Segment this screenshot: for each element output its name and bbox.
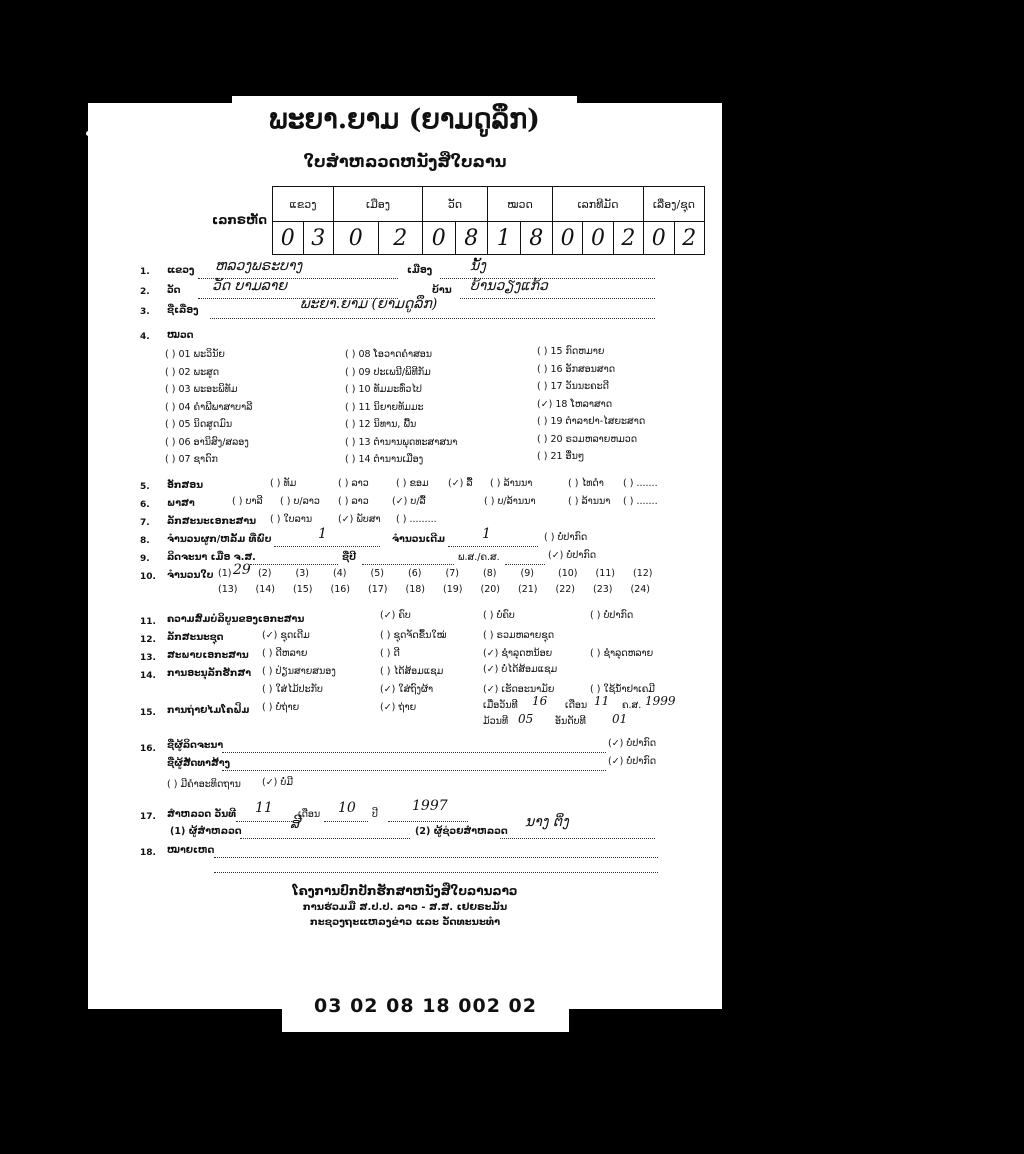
composer-line bbox=[222, 742, 606, 753]
conservation-label: ການອະນຸລັກຮັກສາ bbox=[167, 668, 251, 679]
script-option[interactable]: ( ) ທັມ bbox=[270, 478, 297, 489]
field-number: 13. bbox=[140, 653, 156, 663]
leaf-count-value: 29 bbox=[233, 562, 251, 578]
prayer-option[interactable]: (✓) ບໍ່ມີ bbox=[262, 777, 293, 788]
document-type-option[interactable]: ( ) ໃບລານ bbox=[270, 514, 313, 525]
field-number: 4. bbox=[140, 332, 150, 342]
code-digit: 3 bbox=[303, 222, 334, 255]
code-digit: 8 bbox=[455, 222, 488, 255]
reel-label: ມ້ວນທີ bbox=[483, 716, 509, 727]
remarks-line bbox=[214, 847, 658, 858]
manuscript-title: ພະຍາ.ຍາມ (ຍາມດູລຶກ) bbox=[269, 104, 540, 135]
category-option[interactable]: ( ) 01 ພະວິນັຍ bbox=[165, 349, 225, 360]
field-number: 9. bbox=[140, 554, 150, 564]
leaf-count-item: (4) bbox=[333, 568, 347, 579]
category-option[interactable]: ( ) 17 ວັນນະຄະດີ bbox=[537, 381, 609, 392]
composed-date-label: ລິດຈະນາ ເມື່ອ ຈ.ສ. bbox=[167, 552, 256, 563]
cooperation-line: ການຮ່ວມມື ສ.ປ.ປ. ລາວ - ສ.ສ. ເຢຍຣະມັນ bbox=[302, 902, 508, 913]
script-option[interactable]: ( ) ຂອມ bbox=[396, 478, 429, 489]
leaf-count-item: (21) bbox=[518, 584, 538, 595]
district-label: ເມືອງ bbox=[407, 265, 433, 276]
order-label: ອັນດັບທີ bbox=[555, 716, 586, 727]
conservation-option[interactable]: (✓) ບໍ່ໄດ້ສ້ອມແຊມ bbox=[483, 664, 558, 675]
leaf-count-item: (19) bbox=[443, 584, 463, 595]
ministry-line: ກະຊວງຖະແຫລງຂ່າວ ແລະ ວັດທະນະທຳ bbox=[309, 917, 501, 928]
year-name-line bbox=[362, 554, 454, 565]
code-digit: 0 bbox=[644, 222, 675, 255]
code-digit: 1 bbox=[488, 222, 521, 255]
leaf-count-item: (1) bbox=[218, 568, 232, 579]
project-name: ໂຄງການປົກປັກຮັກສາຫນັງສືໃບລານລາວ bbox=[292, 884, 518, 898]
leaf-count-item: (20) bbox=[480, 584, 501, 595]
code-header: ໝວດ bbox=[488, 187, 553, 222]
category-option[interactable]: ( ) 14 ຕຳນານເມືອງ bbox=[345, 454, 424, 465]
story-title-value: ພະຍາ.ຍາມ (ຍາມດູລຶກ) bbox=[300, 296, 438, 312]
condition-label: ສະພາບເອກະສານ bbox=[167, 650, 249, 661]
original-count-label: ຈຳນວນເດີມ bbox=[392, 534, 446, 545]
category-option[interactable]: ( ) 13 ຕຳນານພຸດທະສາສນາ bbox=[345, 436, 458, 448]
language-option[interactable]: ( ) ບ/ລາວ bbox=[280, 496, 320, 507]
microfilm-day: 16 bbox=[532, 694, 548, 708]
surveyor-line bbox=[240, 828, 410, 839]
category-option[interactable]: ( ) 19 ຕຳລາຢາ-ໄສຍະສາດ bbox=[537, 416, 646, 427]
field-number: 17. bbox=[140, 812, 156, 822]
era-line bbox=[505, 554, 545, 565]
category-option[interactable]: ( ) 21 ອື່ນໆ bbox=[537, 451, 585, 462]
leaf-count-item: (3) bbox=[295, 568, 309, 579]
category-column-3 bbox=[537, 343, 645, 466]
leaf-count-item: (14) bbox=[255, 584, 276, 595]
manuscript-code: 03 02 08 18 002 02 bbox=[314, 995, 537, 1017]
field-number: 15. bbox=[140, 708, 156, 718]
original-count-value: 1 bbox=[482, 526, 491, 542]
province-label: ແຂວງ bbox=[167, 265, 195, 276]
leaf-count-item: (18) bbox=[405, 584, 426, 595]
category-column-1 bbox=[165, 346, 252, 469]
leaf-count-item: (22) bbox=[555, 584, 576, 595]
leaf-count-item: (5) bbox=[370, 568, 384, 579]
field-number: 1. bbox=[140, 267, 150, 277]
category-option[interactable]: ( ) 15 ກົດຫມາຍ bbox=[537, 346, 605, 357]
document-type-option[interactable]: (✓) ພັບສາ bbox=[338, 514, 381, 525]
not-found-option[interactable]: (✓) ບໍ່ປາກົດ bbox=[608, 756, 657, 767]
conservation-option[interactable]: ( ) ໄດ້ສ້ອມແຊມ bbox=[380, 666, 444, 677]
conservation-option[interactable]: ( ) ໃຊ້ນ້ຳຢາເຄມີ bbox=[590, 684, 655, 695]
completeness-label: ຄວາມສົມບໍລິບູນຂອງເອກະສານ bbox=[167, 614, 305, 625]
category-option[interactable]: ( ) 12 ນິທານ, ພື້ນ bbox=[345, 419, 417, 430]
code-digit: 2 bbox=[674, 222, 705, 255]
category-option[interactable]: ( ) 03 ພະອະພິທັມ bbox=[165, 384, 238, 395]
field-number: 3. bbox=[140, 307, 150, 317]
not-found-option[interactable]: (✓) ບໍ່ປາກົດ bbox=[608, 738, 657, 749]
sponsor-line bbox=[222, 760, 606, 771]
microfilm-label: ການຖ່າຍໄມໂຄຟິມ bbox=[167, 705, 250, 716]
set-type-option[interactable]: ( ) ຊຸດຈັດຂຶ້ນໃໝ່ bbox=[380, 630, 447, 641]
original-count-line bbox=[448, 536, 538, 547]
assistant-label: (2) ຜູ້ຊ່ວຍສຳຫລວດ bbox=[415, 826, 508, 837]
field-number: 14. bbox=[140, 671, 156, 681]
script-option[interactable]: ( ) ....... bbox=[623, 478, 658, 489]
language-label: ພາສາ bbox=[167, 498, 195, 509]
code-digit: 0 bbox=[553, 222, 583, 255]
language-option[interactable]: ( ) ບ/ລ້ານນາ bbox=[484, 496, 536, 507]
set-type-option[interactable]: ( ) ຣວມຫລາຍຊຸດ bbox=[483, 630, 555, 641]
leaf-count-item: (15) bbox=[293, 584, 313, 595]
field-number: 8. bbox=[140, 536, 150, 546]
field-number: 16. bbox=[140, 744, 156, 754]
surveyor-label: (1) ຜູ້ສຳຫລວດ bbox=[170, 826, 242, 837]
language-option[interactable]: ( ) ລ້ານນາ bbox=[568, 496, 611, 507]
not-found-option[interactable]: ( ) ບໍ່ປາກົດ bbox=[544, 532, 588, 543]
survey-month: 10 bbox=[338, 800, 356, 816]
category-option[interactable]: ( ) 08 ໂອວາດຄຳສອນ bbox=[345, 349, 433, 360]
village-label: ບ້ານ bbox=[432, 285, 452, 296]
conservation-option[interactable]: (✓) ໃສ່ຖົງຜ້າ bbox=[380, 684, 434, 695]
category-option[interactable]: ( ) 16 ອັກສອນສາດ bbox=[537, 363, 616, 375]
field-number: 6. bbox=[140, 500, 150, 510]
code-digit: 2 bbox=[378, 222, 423, 255]
code-digit: 0 bbox=[334, 222, 379, 255]
leaf-count-item: (10) bbox=[558, 568, 578, 579]
code-digit: 0 bbox=[583, 222, 613, 255]
code-header: ວັດ bbox=[423, 187, 488, 222]
survey-month-label: ເດືອນ bbox=[298, 809, 321, 820]
temple-label: ວັດ bbox=[167, 285, 181, 296]
order-value: 01 bbox=[612, 712, 628, 726]
year-name-label: ຊື່ປີ bbox=[342, 552, 356, 563]
microfilm-option[interactable]: (✓) ຖ່າຍ bbox=[380, 702, 417, 713]
code-header: ເລກທີມັດ bbox=[553, 187, 644, 222]
leaf-count-item: (13) bbox=[218, 584, 238, 595]
assistant-value: ນາງ ຕິ່ງ bbox=[525, 814, 569, 830]
code-digit: 0 bbox=[273, 222, 304, 255]
microfilm-month: 11 bbox=[594, 694, 610, 708]
district-value: ນັ້ງ bbox=[470, 258, 486, 274]
script-option[interactable]: (✓) ລື້ bbox=[448, 478, 473, 489]
field-number: 10. bbox=[140, 572, 156, 582]
document-type-option[interactable]: ( ) ......... bbox=[396, 514, 437, 525]
condition-option[interactable]: (✓) ຊຳລຸດຫນ້ອຍ bbox=[483, 648, 553, 659]
not-found-option[interactable]: (✓) ບໍ່ປາກົດ bbox=[548, 550, 597, 561]
remarks-label: ໝາຍເຫດ bbox=[167, 845, 215, 856]
microfilm-date-label: ເມື່ອວັນທີ bbox=[483, 700, 518, 711]
script-option[interactable]: ( ) ລາວ bbox=[338, 478, 369, 489]
leaf-count-item: (7) bbox=[445, 568, 459, 579]
category-column-2 bbox=[345, 346, 457, 469]
code-digit: 2 bbox=[613, 222, 643, 255]
category-option[interactable]: ( ) 09 ປະເພນີ/ພິທີກັມ bbox=[345, 366, 431, 378]
survey-day: 11 bbox=[255, 800, 273, 816]
language-option[interactable]: ( ) ລາວ bbox=[338, 496, 369, 507]
script-option[interactable]: ( ) ໄທດຳ bbox=[568, 478, 604, 489]
category-option[interactable]: (✓) 18 ໂຫລາສາດ bbox=[537, 398, 613, 410]
code-digit: 0 bbox=[423, 222, 456, 255]
category-option[interactable]: ( ) 07 ຊາດົກ bbox=[165, 454, 218, 465]
category-option[interactable]: ( ) 10 ທັມມະທົ່ວໄປ bbox=[345, 384, 422, 395]
set-type-option[interactable]: (✓) ຊຸດເດີມ bbox=[262, 630, 310, 641]
era-label: ພ.ສ./ຄ.ສ. bbox=[458, 552, 500, 563]
language-option[interactable]: ( ) ....... bbox=[623, 496, 658, 507]
code-header: ເມືອງ bbox=[334, 187, 423, 222]
bundle-count-label: ຈຳນວນຜູກ/ຫລັ້ມ ທີ່ພົບ bbox=[167, 534, 272, 545]
composed-date-line bbox=[250, 554, 338, 565]
leaf-count-item: (8) bbox=[483, 568, 497, 579]
survey-year: 1997 bbox=[412, 798, 448, 814]
language-option[interactable]: ( ) ບາລີ bbox=[232, 496, 263, 507]
microfilm-month-label: ເດືອນ bbox=[565, 700, 588, 711]
completeness-option[interactable]: ( ) ບໍ່ຄົບ bbox=[483, 610, 515, 621]
language-option[interactable]: (✓) ບ/ລື້ bbox=[392, 496, 426, 507]
field-number: 11. bbox=[140, 617, 156, 627]
completeness-option[interactable]: ( ) ບໍ່ປາກົດ bbox=[590, 610, 634, 621]
bundle-count-value: 1 bbox=[318, 526, 327, 542]
temple-value: ວັດ ບາມລາຍ bbox=[212, 278, 288, 294]
completeness-option[interactable]: (✓) ຄົບ bbox=[380, 610, 411, 621]
conservation-option[interactable]: ( ) ໃສ່ໄມ້ປະກັບ bbox=[262, 684, 323, 695]
survey-date-label: ສຳຫລວດ ວັນທີ bbox=[167, 809, 237, 820]
script-option[interactable]: ( ) ລ້ານນາ bbox=[490, 478, 533, 489]
bundle-count-line bbox=[274, 536, 380, 547]
survey-year-label: ປີ bbox=[372, 809, 378, 820]
leaf-count-item: (6) bbox=[408, 568, 422, 579]
category-option[interactable]: ( ) 11 ນິຍາຍທັມມະ bbox=[345, 401, 424, 413]
province-value: ຫລວງພຣະບາງ bbox=[215, 258, 303, 274]
leaf-count-item: (12) bbox=[633, 568, 653, 579]
category-option[interactable]: ( ) 05 ນິດສູດມົນ bbox=[165, 419, 233, 430]
story-title-label: ຊື່ເລື່ອງ bbox=[167, 305, 199, 316]
category-label: ໝວດ bbox=[167, 330, 194, 341]
leaf-count-item: (23) bbox=[593, 584, 613, 595]
code-table bbox=[272, 186, 705, 255]
field-number: 2. bbox=[140, 287, 150, 297]
field-number: 5. bbox=[140, 482, 150, 492]
composer-label: ຊື່ຜູ້ລິດຈະນາ bbox=[167, 740, 224, 751]
code-label: ເລກຣຫັດ bbox=[212, 213, 267, 227]
condition-option[interactable]: ( ) ຊຳລຸດຫລາຍ bbox=[590, 648, 654, 659]
code-header: ແຂວງ bbox=[273, 187, 334, 222]
microfilm-year-label: ຄ.ສ. bbox=[622, 700, 642, 711]
microfilm-option[interactable]: ( ) ບໍ່ຖ່າຍ bbox=[262, 702, 300, 713]
leaf-count-item: (11) bbox=[595, 568, 616, 579]
category-option[interactable]: ( ) 06 ອານິສົງ/ສລອງ bbox=[165, 436, 249, 448]
category-option[interactable]: ( ) 04 ຄຳພີພາສາບາລີ bbox=[165, 401, 253, 413]
leaf-count-item: (9) bbox=[520, 568, 534, 579]
dust-dot bbox=[86, 131, 91, 136]
remarks-line bbox=[214, 862, 658, 873]
leaf-count-item: (17) bbox=[368, 584, 388, 595]
leaf-count-item: (16) bbox=[330, 584, 351, 595]
script-label: ອັກສອນ bbox=[167, 480, 204, 491]
set-type-label: ລັກສະນະຊຸດ bbox=[167, 632, 224, 643]
prayer-option[interactable]: ( ) ມີຄຳອະທິດຖານ bbox=[167, 779, 241, 790]
field-number: 12. bbox=[140, 635, 156, 645]
document-type-label: ລັກສະນະເອກະສານ bbox=[167, 516, 257, 527]
surveyor-value: ສີ bbox=[290, 816, 300, 832]
village-value: ບ້ານວຽງແກ້ວ bbox=[470, 278, 548, 294]
condition-option[interactable]: ( ) ດີ bbox=[380, 648, 400, 659]
assistant-line bbox=[500, 828, 655, 839]
condition-option[interactable]: ( ) ດີຫລາຍ bbox=[262, 648, 308, 659]
field-number: 7. bbox=[140, 518, 150, 528]
leaf-count-label: ຈຳນວນໃບ bbox=[167, 570, 214, 581]
conservation-option[interactable]: ( ) ປ່ຽນສາຍສນອງ bbox=[262, 666, 336, 677]
sponsor-label: ຊື່ຜູ້ສັດທາສ້າງ bbox=[167, 758, 231, 769]
field-number: 18. bbox=[140, 848, 156, 858]
reel-value: 05 bbox=[518, 712, 534, 726]
dust-dot bbox=[115, 131, 120, 136]
category-option[interactable]: ( ) 02 ພະສູດ bbox=[165, 366, 220, 378]
microfilm-year: 1999 bbox=[645, 694, 676, 708]
form-title: ໃບສຳຫລວດຫນັງສືໃບລານ bbox=[303, 152, 507, 171]
conservation-option[interactable]: (✓) ເຮັດອະນາມັຍ bbox=[483, 684, 555, 695]
category-option[interactable]: ( ) 20 ຣວມຫລາຍຫມວດ bbox=[537, 433, 638, 445]
code-digit: 8 bbox=[520, 222, 553, 255]
leaf-count-item: (2) bbox=[258, 568, 272, 579]
leaf-count-item: (24) bbox=[630, 584, 651, 595]
code-header: ເລື່ອງ/ຊຸດ bbox=[644, 187, 705, 222]
